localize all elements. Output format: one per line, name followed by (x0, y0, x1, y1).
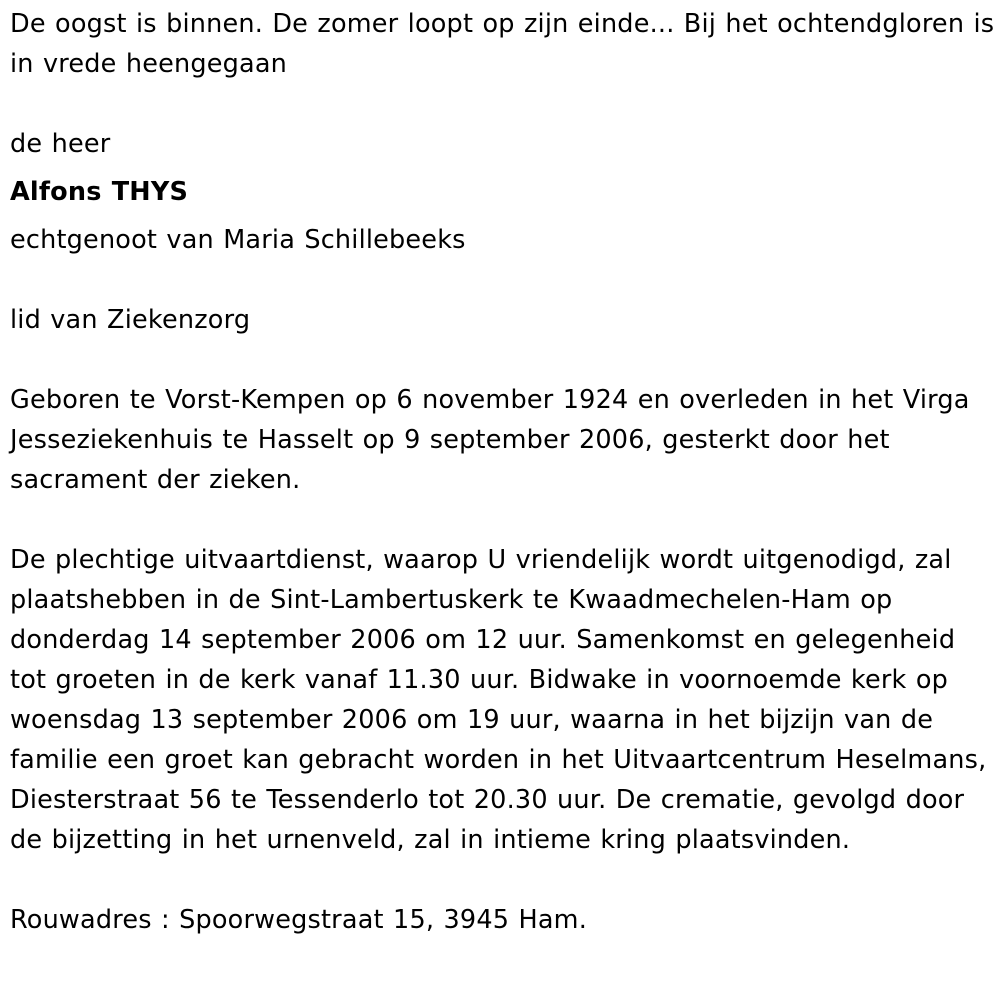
honorific: de heer (10, 129, 111, 159)
death-notice (10, 4, 995, 940)
deceased-name: Alfons THYS (10, 177, 189, 207)
membership-line: lid van Ziekenzorg (10, 305, 251, 335)
service-paragraph: De plechtige uitvaartdienst, waarop U vriendelijk wordt uitgenodigd, zal plaatshebben in de Sint-Lambertuskerk te Kwaadmechelen-Ham op donderdag 14 september 2006 om 12 uur. Samenkomst en gelegenheid tot groeten in de kerk vanaf 11.30 uur. Bidwake in voornoemde kerk op woensdag 13 september 2006 om 19 uur, waarna in het bijzijn van de familie een groet kan gebracht worden in het Uitvaartcentrum Heselmans, Diesterstraat 56 te Tessenderlo tot 20.30 uur. De crematie, gevolgd door de bijzetting in het urnenveld, zal in intieme kring plaatsvinden. (10, 545, 987, 855)
address-line: Rouwadres : Spoorwegstraat 15, 3945 Ham. (10, 905, 588, 935)
spouse-line: echtgenoot van Maria Schillebeeks (10, 225, 466, 255)
birth-death-paragraph: Geboren te Vorst-Kempen op 6 november 1924 en overleden in het Virga Jesseziekenhuis te Hasselt op 9 september 2006, gesterkt door het sacrament der zieken. (10, 385, 970, 495)
intro-text: De oogst is binnen. De zomer loopt op zijn einde... Bij het ochtendgloren is in vrede heengegaan (10, 9, 995, 79)
